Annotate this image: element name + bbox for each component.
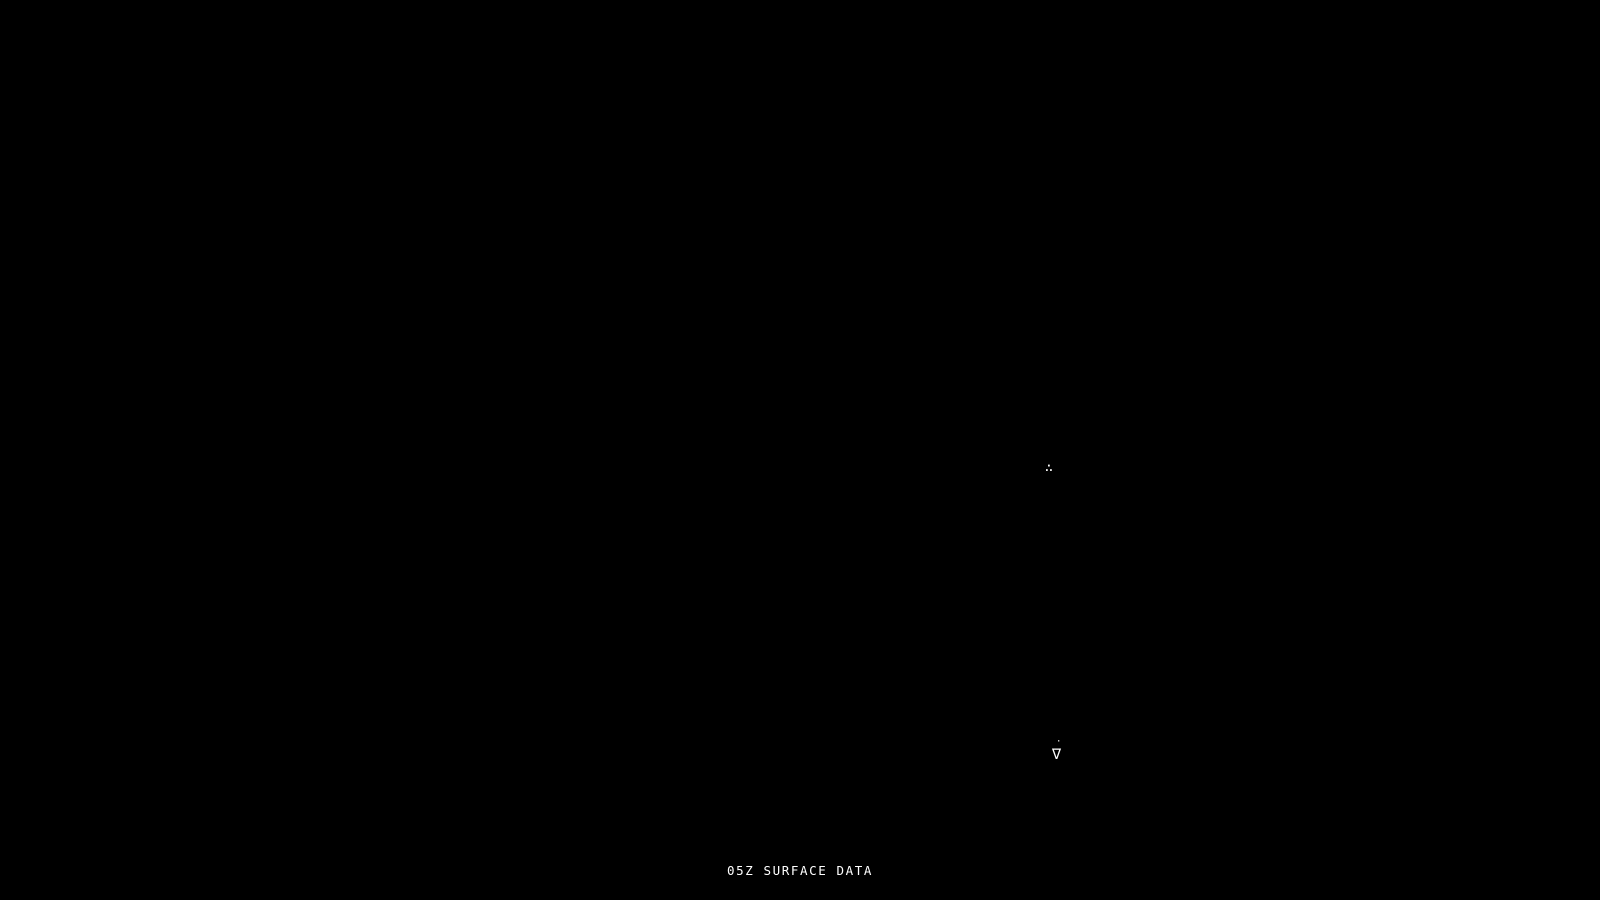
map-caption: 05Z SURFACE DATA xyxy=(726,863,873,878)
station-plot-north[interactable]: ∴ xyxy=(1045,461,1053,476)
station-dot-south-top: · xyxy=(1056,737,1062,747)
station-plot-south[interactable]: ∇ xyxy=(1052,745,1062,763)
